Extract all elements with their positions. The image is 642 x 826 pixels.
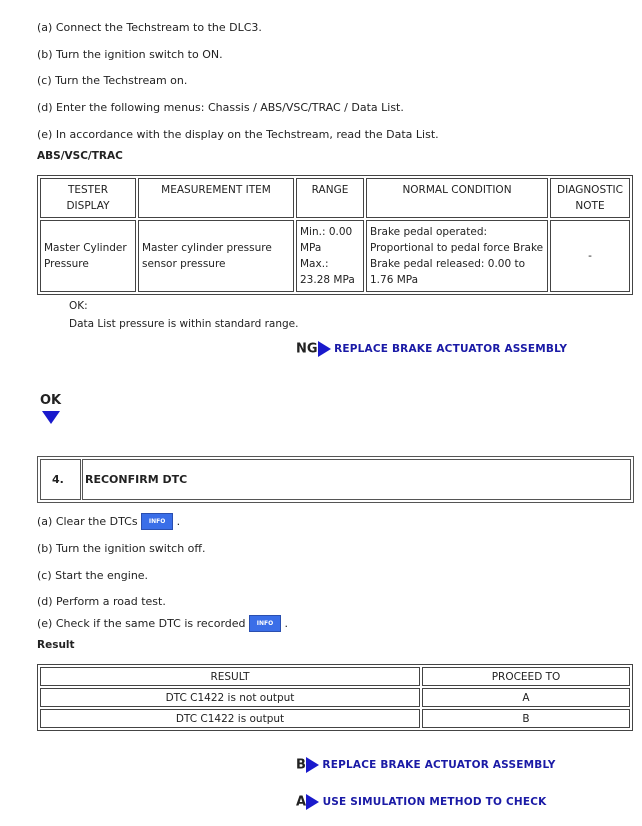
ok-label: OK: xyxy=(69,300,88,312)
step4-a xyxy=(37,513,180,530)
table-header-row xyxy=(40,178,630,218)
info-button-dtc-recorded[interactable]: INFO xyxy=(249,615,281,632)
a-simulation-link[interactable]: USE SIMULATION METHOD TO CHECK xyxy=(322,796,547,808)
range-min: Min.: 0.00 MPa xyxy=(300,226,353,254)
cell-measurement-item: Master cylinder pressure sensor pressure xyxy=(138,220,294,292)
arrow-right-icon xyxy=(306,757,319,773)
b-replace-link[interactable]: REPLACE BRAKE ACTUATOR ASSEMBLY xyxy=(322,759,556,771)
col-tester-display: TESTER DISPLAY xyxy=(40,178,136,218)
cell-proceed: B xyxy=(422,709,630,728)
table-row xyxy=(40,709,630,728)
step-d-menus: (d) Enter the following menus: Chassis / ABS/VSC/TRAC / Data List. xyxy=(37,101,404,114)
a-link[interactable] xyxy=(296,794,546,810)
step4-b: (b) Turn the ignition switch off. xyxy=(37,542,206,555)
data-list-table xyxy=(37,175,633,295)
step4-a-text: (a) Clear the DTCs xyxy=(37,515,138,528)
step-b-ignition-on: (b) Turn the ignition switch to ON. xyxy=(37,48,223,61)
cell-normal-condition xyxy=(366,220,548,292)
table-row xyxy=(40,688,630,707)
cell-result: DTC C1422 is not output xyxy=(40,688,420,707)
cell-range xyxy=(296,220,364,292)
col-measurement-item: MEASUREMENT ITEM xyxy=(138,178,294,218)
section-title: RECONFIRM DTC xyxy=(85,473,188,486)
result-caption: Result xyxy=(37,639,75,651)
col-proceed-to: PROCEED TO xyxy=(422,667,630,686)
result-header-row xyxy=(40,667,630,686)
step-a-connect: (a) Connect the Techstream to the DLC3. xyxy=(37,21,262,34)
b-label: B xyxy=(296,757,306,773)
cell-tester-display: Master Cylinder Pressure xyxy=(40,220,136,292)
col-result: RESULT xyxy=(40,667,420,686)
a-label: A xyxy=(296,794,307,810)
col-range: RANGE xyxy=(296,178,364,218)
ng-link[interactable] xyxy=(296,341,567,357)
cell-proceed: A xyxy=(422,688,630,707)
step4-c: (c) Start the engine. xyxy=(37,569,149,582)
table-row xyxy=(40,220,630,292)
cell-result: DTC C1422 is output xyxy=(40,709,420,728)
arrow-right-icon xyxy=(318,341,331,357)
ok-flow-label: OK xyxy=(40,393,62,408)
result-table xyxy=(37,664,633,731)
info-button-clear-dtc[interactable]: INFO xyxy=(141,513,173,530)
col-normal-condition: NORMAL CONDITION xyxy=(366,178,548,218)
table-caption-abs: ABS/VSC/TRAC xyxy=(37,150,123,162)
normal-released: Brake pedal released: 0.00 to 1.76 MPa xyxy=(370,258,526,286)
step4-d: (d) Perform a road test. xyxy=(37,595,166,608)
step4-a-period: . xyxy=(176,515,181,528)
step4-e-text: (e) Check if the same DTC is recorded xyxy=(37,617,246,630)
col-diagnostic-note: DIAGNOSTIC NOTE xyxy=(550,178,630,218)
step4-e-period: . xyxy=(284,617,289,630)
section-4-box xyxy=(37,456,634,503)
b-link[interactable] xyxy=(296,757,556,773)
arrow-right-icon xyxy=(306,794,319,810)
ok-standard-text: Data List pressure is within standard range. xyxy=(69,318,299,330)
step-e-read-data: (e) In accordance with the display on the Techstream, read the Data List. xyxy=(37,128,439,141)
section-number: 4. xyxy=(52,473,64,486)
step-c-techstream-on: (c) Turn the Techstream on. xyxy=(37,74,188,87)
cell-diagnostic-note: - xyxy=(550,220,630,292)
arrow-down-icon xyxy=(42,411,60,424)
step4-e xyxy=(37,615,288,632)
ng-label: NG xyxy=(296,341,318,357)
normal-operated: Brake pedal operated: Proportional to pedal force Brake xyxy=(370,226,544,254)
ng-replace-link[interactable]: REPLACE BRAKE ACTUATOR ASSEMBLY xyxy=(334,343,568,355)
range-max: Max.: 23.28 MPa xyxy=(300,258,355,286)
